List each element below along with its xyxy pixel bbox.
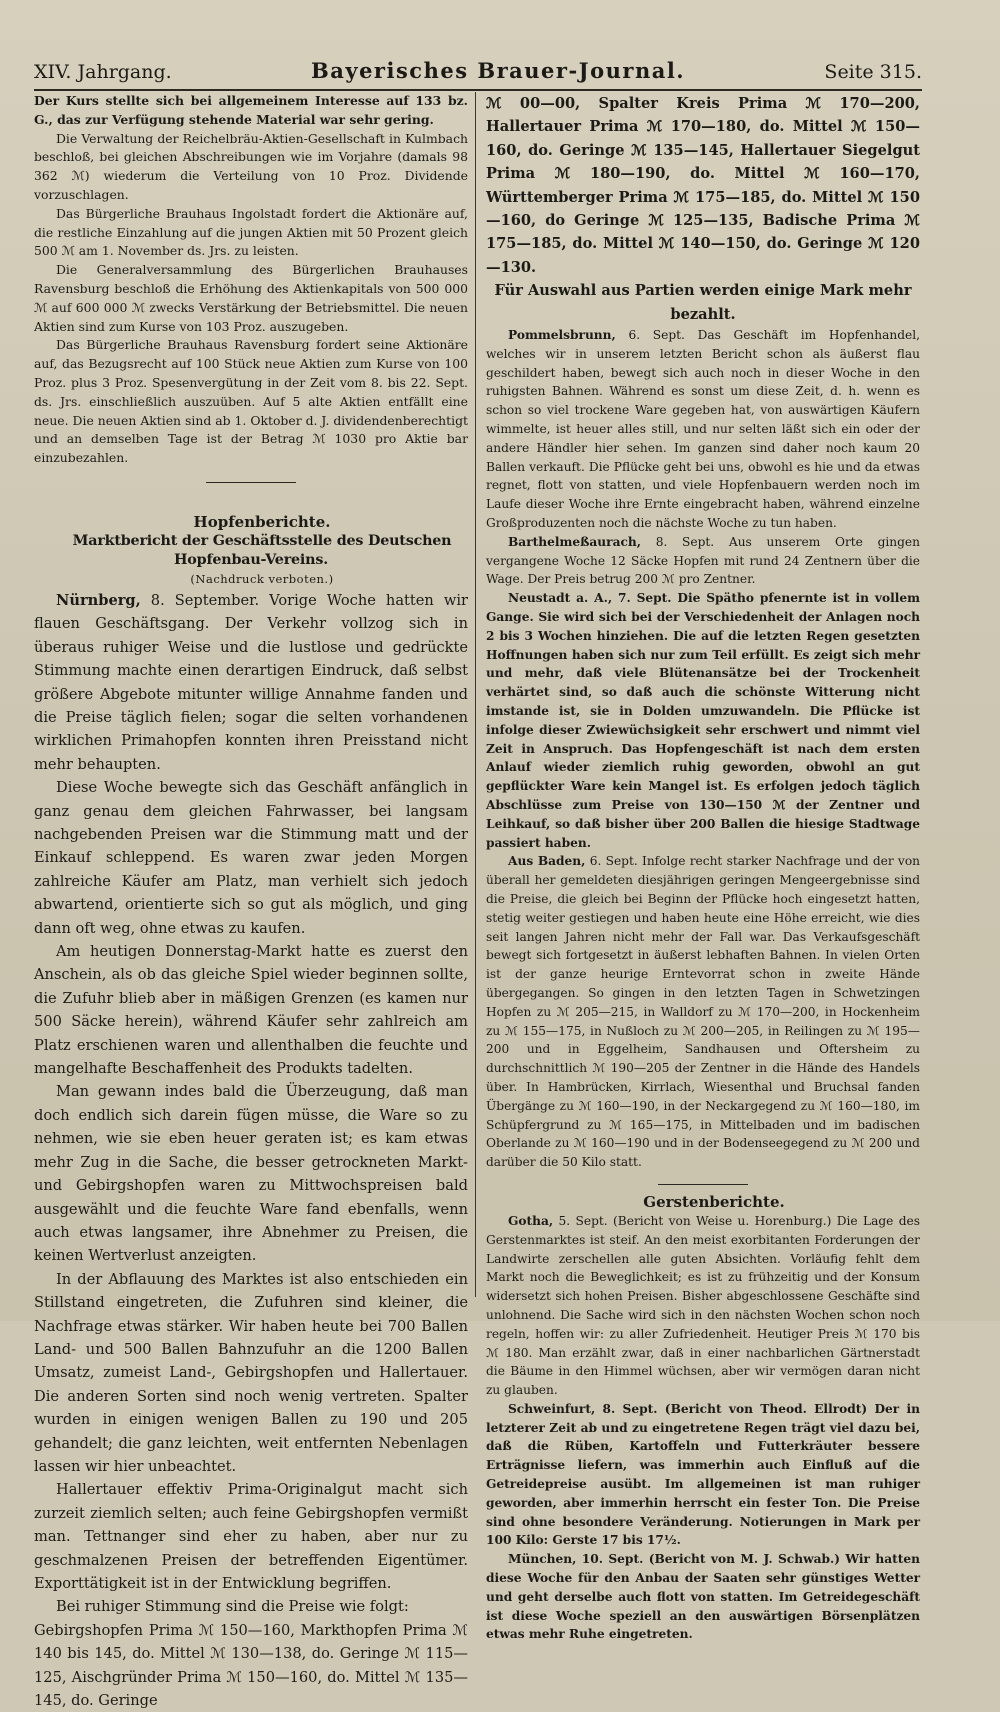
reprint-note: (Nachdruck verboten.) [190, 571, 334, 586]
report-text: 8. September. Vorige Woche hatten wir flauen Geschäftsgang. Der Verkehr vollzog sich in überaus ruhiger Weise und die lustlose und gedrückte Stimmung machte einen derartigen Eindruck, daß selbst größere Abgebote mitunter willige Annahme fanden und die Preise täglich fielen; sogar die selten vorhandenen wirklichen Primahopfen konnten ihren Preisstand nicht mehr behaupten. [34, 591, 468, 773]
report-place: Barthelmeßaurach, [508, 534, 642, 549]
left-column [34, 92, 468, 1712]
report-place: München, [508, 1552, 577, 1567]
paragraph: Bei ruhiger Stimmung sind die Preise wie folgt: [56, 1598, 409, 1616]
paragraph: Diese Woche bewegte sich das Geschäft anfänglich in ganz genau dem gleichen Fahrwasser, bei langsam nachgebenden Preisen war die Stimmung matt und der Einkauf schleppend. Es waren zwar jeden Morgen zahlreiche Käufer am Platz, man verhielt sich jedoch abwartend, orientierte sich so gut als möglich, und ging dann oft weg, ohne etwas zu kaufen. [34, 779, 468, 937]
report-place: Gotha, [508, 1213, 554, 1228]
price-continuation: ℳ 00—00, Spalter Kreis Prima ℳ 170—200, Hallertauer Prima ℳ 170—180, do. Mittel ℳ 150—160, do. Geringe ℳ 135—145, Hallertauer Siegelgut Prima ℳ 180—190, do. Mittel ℳ 160—170, Württemberger Prima ℳ 175—185, do. Mittel ℳ 150—160, do Geringe ℳ 125—135, Badische Prima ℳ 175—185, do. Mittel ℳ 140—150, do. Geringe ℳ 120—130. [486, 95, 920, 276]
header-rule [34, 89, 922, 91]
report-place: Schweinfurt, [508, 1401, 596, 1416]
report [486, 852, 920, 1172]
section-separator [658, 1184, 748, 1185]
report [486, 1212, 920, 1400]
paragraph: Das Bürgerliche Brauhaus Ingolstadt fordert die Aktionäre auf, die restliche Einzahlung auf die jungen Aktien mit 50 Prozent gleich 500 ℳ am 1. November ds. Jrs. zu leisten. [34, 205, 468, 259]
paragraph: Die Verwaltung der Reichelbräu-Aktien-Gesellschaft in Kulmbach beschloß, bei gleichen Abschreibungen wie im Vorjahre (damals 98 362 ℳ) wiederum die Verteilung von 10 Proz. Dividende vorzuschlagen. [34, 130, 468, 202]
paragraph: Hallertauer effektiv Prima-Originalgut macht sich zurzeit ziemlich selten; auch feine Gebirgshopfen vermißt man. Tettnanger sind eher zu haben, aber nur zu geschmalzenen Preisen der betreffenden Eigentümer. Exporttätigkeit ist in der Entwicklung begriffen. [34, 1481, 468, 1592]
journal-title: Bayerisches Brauer-Journal. [311, 58, 686, 83]
report-place: Nürnberg, [56, 591, 141, 609]
volume-label: XIV. Jahrgang. [34, 61, 172, 83]
report-text: 8. Sept. Aus unserem Orte gingen vergangene Woche 12 Säcke Hopfen mit rund 24 Zentnern über die Wage. Der Preis betrug 200 ℳ pro Zentner. [486, 534, 920, 587]
report-text: 6. Sept. Infolge recht starker Nachfrage und der von überall her gemeldeten diesjährigen geringen Mengeergebnisse sind die Preise, die gleich bei Beginn der Pflücke hoch eingesetzt hatten, stetig weiter gestiegen und haben heute eine Höhe erreicht, wie dies seit langen Jahren nicht mehr der Fall war. Das Verkaufsgeschäft bewegt sich fortgesetzt in äußerst lebhaften Bahnen. In vielen Orten ist der ganze heurige Erntevorrat schon in zweite Hände übergegangen. So gingen in den letzten Tagen in Schwetzingen Hopfen zu ℳ 205—215, in Walldorf zu ℳ 170—200, in Hockenheim zu ℳ 155—175, in Nußloch zu ℳ 200—205, in Reilingen zu ℳ 195—200 und in Eggelheim, Sandhausen und Oftersheim zu durchschnittlich ℳ 190—205 der Zentner in die Hände des Handels über. In Hambrücken, Kirrlach, Wiesenthal und Bruchsal fanden Übergänge zu ℳ 160—190, in der Neckargegend zu ℳ 160—180, im Schüpfergrund zu ℳ 165—175, in Mittelbaden und im badischen Oberlande zu ℳ 160—190 und in der Bodenseegegend zu ℳ 200 und darüber die 50 Kilo statt. [486, 854, 921, 1170]
market-report [34, 589, 468, 1712]
report-place: Neustadt a. A., [508, 591, 613, 606]
report [486, 326, 920, 533]
report-text: 7. Sept. Die Spätho pfenernte ist in vollem Gange. Sie wird sich bei der Verschiedenheit der Anlagen noch 2 bis 3 Wochen hinziehen. Die auf die letzten Regen gesetzten Hoffnungen haben sich nur zum Teil erfüllt. Es zeigt sich mehr und mehr, daß viele Blütenansätze bei der Trockenheit verhärtet sind, so daß auch die schönste Witterung nicht imstande ist, sie in Dolden umzuwandeln. Die Pflücke ist infolge dieser Zwiewüchsigkeit sehr erschwert und nimmt viel Zeit in Anspruch. Das Hopfengeschäft ist nach dem ersten Anlauf wieder ziemlich ruhig geworden, obwohl an gut gepflückter Ware kein Mangel ist. Es erfolgen jedoch täglich Abschlüsse zum Preise von 130—150 ℳ der Zentner und Leihkauf, so daß bisher über 200 Ballen die hiesige Stadtwage passiert haben. [486, 591, 921, 850]
finance-notes [34, 92, 468, 468]
page-header [34, 58, 922, 86]
paragraph: Das Bürgerliche Brauhaus Ravensburg fordert seine Aktionäre auf, das Bezugsrecht auf 100 Stück neue Aktien zum Kurse von 100 Proz. plus 3 Proz. Spesenvergütung in der Zeit vom 8. bis 22. Sept. ds. Jrs. einschließlich auszuüben. Auf 5 alte Aktien entfällt eine neue. Die neuen Aktien sind ab 1. Oktober d. J. dividendenberechtigt und an demselben Tage ist der Betrag ℳ 1030 pro Aktie bar einzubezahlen. [34, 337, 468, 466]
report-place: Aus Baden, [508, 854, 586, 869]
paragraph: Am heutigen Donnerstag-Markt hatte es zuerst den Anschein, als ob das gleiche Spiel wieder beginnen sollte, die Zufuhr blieb aber in mäßigen Grenzen (es kamen nur 500 Säcke herein), während Käufer sehr zahlreich am Platz erschienen waren und allenthalben die feuchte und mangelhafte Beschaffenheit des Produkts tadelten. [34, 943, 468, 1078]
paragraph [34, 589, 468, 776]
price-list [486, 92, 920, 326]
section-separator [206, 482, 296, 483]
right-column [486, 92, 920, 1644]
barley-section-title: Gerstenberichte. [643, 1192, 785, 1211]
report [486, 1400, 920, 1550]
local-reports [486, 326, 920, 1172]
section-subtitle: Marktbericht der Geschäftsstelle des Deutschen Hopfenbau-Vereins. [72, 532, 452, 568]
paragraph: In der Abflauung des Marktes ist also entschieden ein Stillstand eingetreten, die Zufuhren sind kleiner, die Nachfrage etwas stärker. Wir haben heute bei 700 Ballen Land- und 500 Ballen Bahnzufuhr an die 1200 Ballen Umsatz, zumeist Land-, Gebirgshopfen und Hallertauer. Die anderen Sorten sind noch wenig vertreten. Spalter wurden in einigen wenigen Ballen zu 190 und 205 gehandelt; die ganz leichten, weit entfernten Nebenlagen lassen wir hier unbeachtet. [34, 1270, 468, 1475]
paragraph: Die Generalversammlung des Bürgerlichen Brauhauses Ravensburg beschloß die Erhöhung des Aktienkapitals von 500 000 ℳ auf 600 000 ℳ zwecks Verstärkung der Betriebsmittel. Die neuen Aktien sind zum Kurse von 103 Proz. auszugeben. [34, 262, 468, 334]
paragraph: Der Kurs stellte sich bei allgemeinem Interesse auf 133 bz. G., das zur Verfügung stehende Material war sehr gering. [34, 93, 468, 127]
report [486, 533, 920, 589]
column-divider [475, 92, 476, 1297]
report [486, 589, 920, 852]
section-title: Hopfenberichte. [193, 512, 331, 531]
report-text: 6. Sept. Das Geschäft im Hopfenhandel, welches wir in unserem letzten Bericht schon als äußerst flau geschildert haben, bewegt sich auch noch in dieser Woche in den ruhigsten Bahnen. Während es sonst um diese Zeit, d. h. wenn es schon so viel trockene Ware gegeben hat, von auswärtigen Käufern wimmelte, ist heuer alles still, und nur selten läßt sich ein oder der andere Händler hier sehen. Im ganzen sind daher noch kaum 20 Ballen verkauft. Die Pflücke geht bei uns, obwohl es hie und da etwas regnet, flott von statten, und viele Hopfenbauern werden noch im Laufe dieser Woche ihre Ernte eingebracht haben, während einzelne Großproduzenten noch die nächste Woche zu tun haben. [486, 328, 921, 531]
page-number: Seite 315. [824, 61, 922, 83]
report-place: Pommelsbrunn, [508, 328, 616, 343]
report-text: 5. Sept. (Bericht von Weise u. Horenburg.) Die Lage des Gerstenmarktes ist steif. An den meist exorbitanten Forderungen der Landwirte zerschellen alle guten Absichten. Vorläufig fehlt dem Markt noch die Beweglichkeit; es ist zu frühzeitig und der Konsum widersetzt sich hohen Preisen. Bisher abgeschlossene Geschäfte sind unlohnend. Die Sache wird sich in den nächsten Wochen schon noch regeln, hoffen wir: zu aller Zufriedenheit. Heutiger Preis ℳ 170 bis ℳ 180. Man erzählt zwar, daß in einer nachbarlichen Gärtnerstadt die Bäume in den Himmel wüchsen, aber wir vermögen daran nicht zu glauben. [486, 1213, 921, 1398]
selection-note: Für Auswahl aus Partien werden einige Mark mehr bezahlt. [494, 282, 912, 323]
paragraph: Man gewann indes bald die Überzeugung, daß man doch endlich sich darein fügen müsse, die Ware so zu nehmen, wie sie eben heuer geraten ist; es kam etwas mehr Zug in die Sache, die besser getrockneten Markt- und Gebirgshopfen waren zu Mittwochspreisen bald ausgewählt und die feuchte Ware fand ebenfalls, wenn auch etwas langsamer, ihre Abnehmer zu Preisen, die keinen Wertverlust anzeigten. [34, 1083, 468, 1265]
report-text: 10. Sept. (Bericht von M. J. Schwab.) Wir hatten diese Woche für den Anbau der Saaten sehr günstiges Wetter und geht derselbe auch flott von statten. Im Getreidegeschäft ist diese Woche speziell an den auswärtigen Börsenplätzen etwas mehr Ruhe eingetreten. [486, 1552, 920, 1642]
report [486, 1550, 920, 1644]
barley-reports [486, 1212, 920, 1644]
report-text: 8. Sept. (Bericht von Theod. Ellrodt) Der in letzterer Zeit ab und zu eingetretene Regen trägt viel dazu bei, daß die Rüben, Kartoffeln und Futterkräuter bessere Erträgnisse liefern, was immerhin auch Einfluß auf die Getreidepreise ausübt. Im allgemeinen ist man ruhiger geworden, aber immerhin herrscht ein fester Ton. Die Preise sind ohne besondere Veränderung. Notierungen in Mark per 100 Kilo: Gerste 17 bis 17½. [486, 1401, 921, 1548]
paragraph: Gebirgshopfen Prima ℳ 150—160, Markthopfen Prima ℳ 140 bis 145, do. Mittel ℳ 130—138, do. Geringe ℳ 115—125, Aischgründer Prima ℳ 150—160, do. Mittel ℳ 135—145, do. Geringe [34, 1621, 468, 1710]
